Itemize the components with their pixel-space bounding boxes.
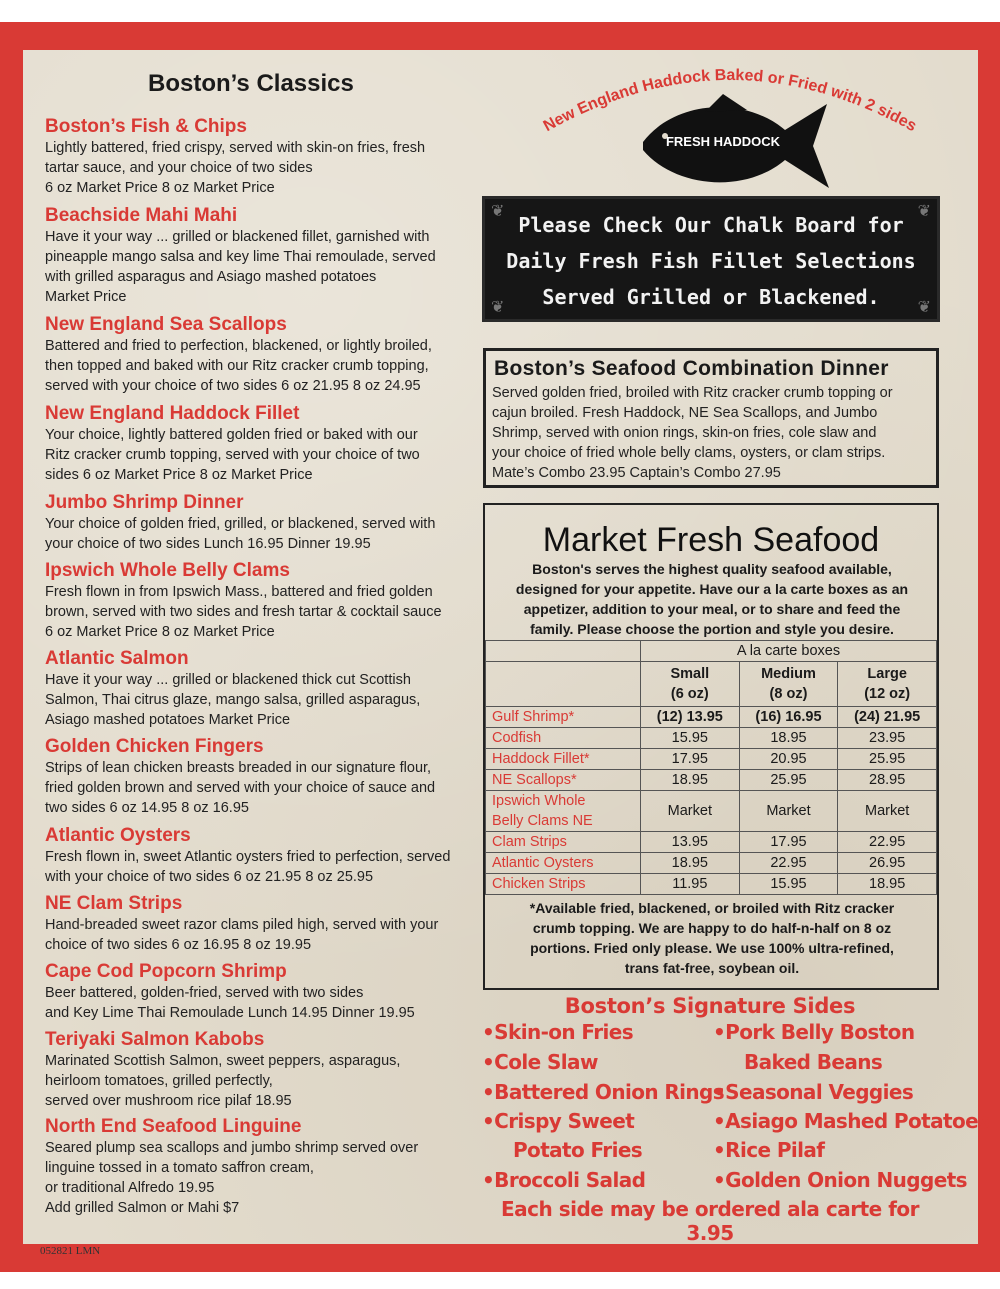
menu-item	[45, 648, 475, 730]
combo-line: Mate’s Combo 23.95 Captain’s Combo 27.95	[492, 465, 781, 481]
menu-item-description: Add grilled Salmon or Mahi $7	[45, 1200, 240, 1216]
side-item: •Rice Pilaf	[713, 1138, 825, 1162]
row-label	[486, 791, 641, 832]
column-header	[838, 662, 937, 707]
table-row	[486, 707, 937, 728]
row-label: Haddock Fillet*	[486, 749, 641, 770]
row-label: Clam Strips	[486, 832, 641, 853]
price-cell: Market	[641, 791, 740, 832]
menu-item-description: heirloom tomatoes, grilled perfectly,	[45, 1073, 273, 1089]
chalkboard	[482, 196, 940, 322]
menu-item-description: Have it your way ... grilled or blackened thick cut Scottish	[45, 672, 411, 688]
menu-item-name: Golden Chicken Fingers	[45, 736, 264, 757]
menu-item	[45, 116, 475, 198]
market-note-line: *Available fried, blackened, or broiled with Ritz cracker	[529, 900, 895, 916]
menu-item	[45, 961, 475, 1023]
menu-item-description: Your choice, lightly battered golden fried or baked with our	[45, 427, 418, 443]
chalk-line: Served Grilled or Blackened.	[542, 285, 880, 309]
price-cell: 13.95	[641, 832, 740, 853]
side-item: •Golden Onion Nuggets	[713, 1168, 967, 1192]
menu-item	[45, 1029, 475, 1111]
menu-item-name: Boston’s Fish & Chips	[45, 116, 247, 137]
menu-item-name: NE Clam Strips	[45, 893, 183, 914]
combo-line: your choice of fried whole belly clams, oysters, or clam strips.	[492, 445, 886, 461]
menu-item-description: pineapple mango salsa and key lime Thai remoulade, served	[45, 249, 436, 265]
classics-title: Boston’s Classics	[148, 70, 354, 97]
menu-item-description: two sides 6 oz 14.95 8 oz 16.95	[45, 800, 249, 816]
table-row	[486, 749, 937, 770]
side-item: •Seasonal Veggies	[713, 1080, 914, 1104]
price-cell: 26.95	[838, 853, 937, 874]
menu-item-description: served over mushroom rice pilaf 18.95	[45, 1093, 292, 1109]
table-size-row	[486, 662, 937, 707]
menu-item-description: Asiago mashed potatoes Market Price	[45, 712, 291, 728]
price-cell: (16) 16.95	[739, 707, 838, 728]
chalk-line: Please Check Our Chalk Board for	[518, 213, 904, 237]
menu-item	[45, 205, 475, 307]
menu-item-description: 6 oz Market Price 8 oz Market Price	[45, 624, 275, 640]
price-cell: (24) 21.95	[838, 707, 937, 728]
price-cell: 15.95	[641, 728, 740, 749]
menu-item	[45, 314, 475, 396]
price-cell: 20.95	[739, 749, 838, 770]
market-title: Market Fresh Seafood	[542, 521, 880, 559]
column-oz: (12 oz)	[864, 686, 911, 702]
row-label: Chicken Strips	[486, 874, 641, 895]
sides-title: Boston’s Signature Sides	[564, 994, 856, 1018]
menu-item-description: Hand-breaded sweet razor clams piled high, served with your	[45, 917, 439, 933]
menu-item-name: Atlantic Oysters	[45, 825, 191, 846]
menu-item-description: choice of two sides 6 oz 16.95 8 oz 19.95	[45, 937, 312, 953]
side-item: •Skin-on Fries	[482, 1020, 633, 1044]
menu-item-description: and Key Lime Thai Remoulade Lunch 14.95 Dinner 19.95	[45, 1005, 415, 1021]
chalk-line: Daily Fresh Fish Fillet Selections	[506, 249, 916, 273]
menu-item-description: Marinated Scottish Salmon, sweet peppers, asparagus,	[45, 1053, 401, 1069]
menu-item-description: Strips of lean chicken breasts breaded in our signature flour,	[45, 760, 432, 776]
price-cell: (12) 13.95	[641, 707, 740, 728]
price-cell: 18.95	[838, 874, 937, 895]
side-item: •Battered Onion Rings	[482, 1080, 725, 1104]
menu-item-description: with grilled asparagus and Asiago mashed potatoes	[45, 269, 377, 285]
market-note-line: crumb topping. We are happy to do half-n-half on 8 oz	[532, 920, 892, 936]
row-label: Gulf Shrimp*	[486, 707, 641, 728]
chalk-ornament-icon: ❦	[917, 203, 931, 220]
menu-item-name: Cape Cod Popcorn Shrimp	[45, 961, 287, 982]
menu-item-name: Teriyaki Salmon Kabobs	[45, 1029, 265, 1050]
combo-line: Shrimp, served with onion rings, skin-on fries, cole slaw and	[492, 425, 877, 441]
market-desc-line: family. Please choose the portion and style you desire.	[530, 621, 894, 637]
menu-item-name: Ipswich Whole Belly Clams	[45, 560, 290, 581]
price-cell: Market	[838, 791, 937, 832]
chalk-ornament-icon: ❦	[491, 203, 505, 220]
side-item: •Broccoli Salad	[482, 1168, 646, 1192]
footer-code: 052821 LMN	[40, 1245, 101, 1257]
side-item: Baked Beans	[744, 1050, 883, 1074]
table-row	[486, 770, 937, 791]
row-label: NE Scallops*	[486, 770, 641, 791]
table-corner-cell	[486, 662, 641, 707]
menu-item	[45, 492, 475, 554]
column-oz: (6 oz)	[670, 686, 709, 702]
price-cell: 18.95	[739, 728, 838, 749]
menu-item-name: New England Haddock Fillet	[45, 403, 300, 424]
side-item: •Crispy Sweet	[482, 1109, 635, 1133]
price-cell: 23.95	[838, 728, 937, 749]
menu-item	[45, 736, 475, 818]
menu-item-description: Fresh flown in from Ipswich Mass., battered and fried golden	[45, 584, 433, 600]
sides-note: Each side may be ordered ala carte for 3.95	[501, 1197, 919, 1245]
menu-item	[45, 1116, 475, 1218]
side-item: •Asiago Mashed Potatoes	[713, 1109, 990, 1133]
column-oz: (8 oz)	[769, 686, 808, 702]
fresh-haddock-label: FRESH HADDOCK	[665, 134, 781, 149]
combo-description	[492, 383, 930, 483]
table-row	[486, 791, 937, 832]
menu-item-description: then topped and baked with our Ritz cracker crumb topping,	[45, 358, 429, 374]
menu-item-name: Atlantic Salmon	[45, 648, 189, 669]
market-description	[499, 559, 925, 639]
menu-item-description: your choice of two sides Lunch 16.95 Dinner 19.95	[45, 536, 371, 552]
menu-item-name: New England Sea Scallops	[45, 314, 287, 335]
side-item: Potato Fries	[513, 1138, 643, 1162]
market-note	[499, 898, 925, 978]
menu-item-description: Seared plump sea scallops and jumbo shrimp served over	[45, 1140, 419, 1156]
menu-item-description: sides 6 oz Market Price 8 oz Market Price	[45, 467, 313, 483]
price-cell: 15.95	[739, 874, 838, 895]
market-desc-line: designed for your appetite. Have our a la carte boxes as an	[515, 581, 909, 597]
row-label: Atlantic Oysters	[486, 853, 641, 874]
menu-item-name: Beachside Mahi Mahi	[45, 205, 238, 226]
menu-item-name: North End Seafood Linguine	[45, 1116, 302, 1137]
menu-item-description: Fresh flown in, sweet Atlantic oysters fried to perfection, served	[45, 849, 451, 865]
menu-item-description: Ritz cracker crumb topping, served with your choice of two	[45, 447, 420, 463]
table-row	[486, 728, 937, 749]
column-size: Medium	[761, 666, 816, 682]
menu-item-description: Have it your way ... grilled or blackened fillet, garnished with	[45, 229, 430, 245]
column-header	[739, 662, 838, 707]
menu-item-description: fried golden brown and served with your choice of sauce and	[45, 780, 436, 796]
price-cell: 11.95	[641, 874, 740, 895]
menu-item-description: Salmon, Thai citrus glaze, mango salsa, grilled asparagus,	[45, 692, 421, 708]
menu-item-description: 6 oz Market Price 8 oz Market Price	[45, 180, 275, 196]
row-label: Codfish	[486, 728, 641, 749]
price-cell: 22.95	[739, 853, 838, 874]
side-item: •Pork Belly Boston	[713, 1020, 915, 1044]
side-item: •Cole Slaw	[482, 1050, 598, 1074]
table-row	[486, 874, 937, 895]
price-cell: 18.95	[641, 770, 740, 791]
menu-item-name: Jumbo Shrimp Dinner	[45, 492, 244, 513]
price-cell: 28.95	[838, 770, 937, 791]
menu-item	[45, 403, 475, 485]
price-cell: Market	[739, 791, 838, 832]
price-cell: 17.95	[739, 832, 838, 853]
menu-item	[45, 893, 475, 955]
menu-item-description: or traditional Alfredo 19.95	[45, 1180, 215, 1196]
menu-item	[45, 560, 475, 642]
combo-line: cajun broiled. Fresh Haddock, NE Sea Scallops, and Jumbo	[492, 405, 878, 421]
column-header	[641, 662, 740, 707]
column-size: Large	[867, 666, 907, 682]
price-cell: 25.95	[739, 770, 838, 791]
market-box	[483, 503, 939, 990]
menu-item-description: Battered and fried to perfection, blackened, or lightly broiled,	[45, 338, 432, 354]
table-row	[486, 832, 937, 853]
combo-line: Served golden fried, broiled with Ritz cracker crumb topping or	[492, 385, 893, 401]
menu-item	[45, 825, 475, 887]
table-corner-cell	[486, 641, 641, 662]
price-cell: 17.95	[641, 749, 740, 770]
menu-item-description: Beer battered, golden-fried, served with two sides	[45, 985, 364, 1001]
market-note-line: portions. Fried only please. We use 100% ultra-refined,	[530, 940, 894, 956]
combo-box	[483, 348, 939, 488]
table-row	[486, 853, 937, 874]
chalk-ornament-icon: ❦	[491, 299, 505, 316]
row-label-line: Ipswich Whole	[492, 793, 586, 809]
market-desc-line: Boston's serves the highest quality seafood available,	[532, 561, 892, 577]
menu-item-description: linguine tossed in a tomato saffron cream,	[45, 1160, 314, 1176]
price-table	[485, 640, 937, 895]
menu-item-description: served with your choice of two sides 6 oz 21.95 8 oz 24.95	[45, 378, 421, 394]
market-desc-line: appetizer, addition to your meal, or to share and feed the	[523, 601, 901, 617]
table-header-row	[486, 641, 937, 662]
market-note-line: trans fat-free, soybean oil.	[624, 960, 800, 976]
haddock-arc-label: New England Haddock Baked or Fried with 2 sides	[540, 66, 920, 136]
menu-item-description: Lightly battered, fried crispy, served with skin-on fries, fresh	[45, 140, 426, 156]
price-cell: 25.95	[838, 749, 937, 770]
combo-title: Boston’s Seafood Combination Dinner	[494, 357, 889, 380]
fish-icon	[635, 90, 835, 200]
chalk-ornament-icon: ❦	[917, 299, 931, 316]
table-group-header: A la carte boxes	[641, 641, 937, 662]
row-label-line: Belly Clams NE	[492, 813, 593, 829]
menu-item-description: Your choice of golden fried, grilled, or blackened, served with	[45, 516, 436, 532]
menu-item-description: Market Price	[45, 289, 127, 305]
price-cell: 18.95	[641, 853, 740, 874]
menu-item-description: with your choice of two sides 6 oz 21.95 8 oz 25.95	[45, 869, 374, 885]
column-size: Small	[670, 666, 710, 682]
menu-item-description: brown, served with two sides and fresh tartar & cocktail sauce	[45, 604, 442, 620]
menu-item-description: tartar sauce, and your choice of two sides	[45, 160, 313, 176]
price-cell: 22.95	[838, 832, 937, 853]
